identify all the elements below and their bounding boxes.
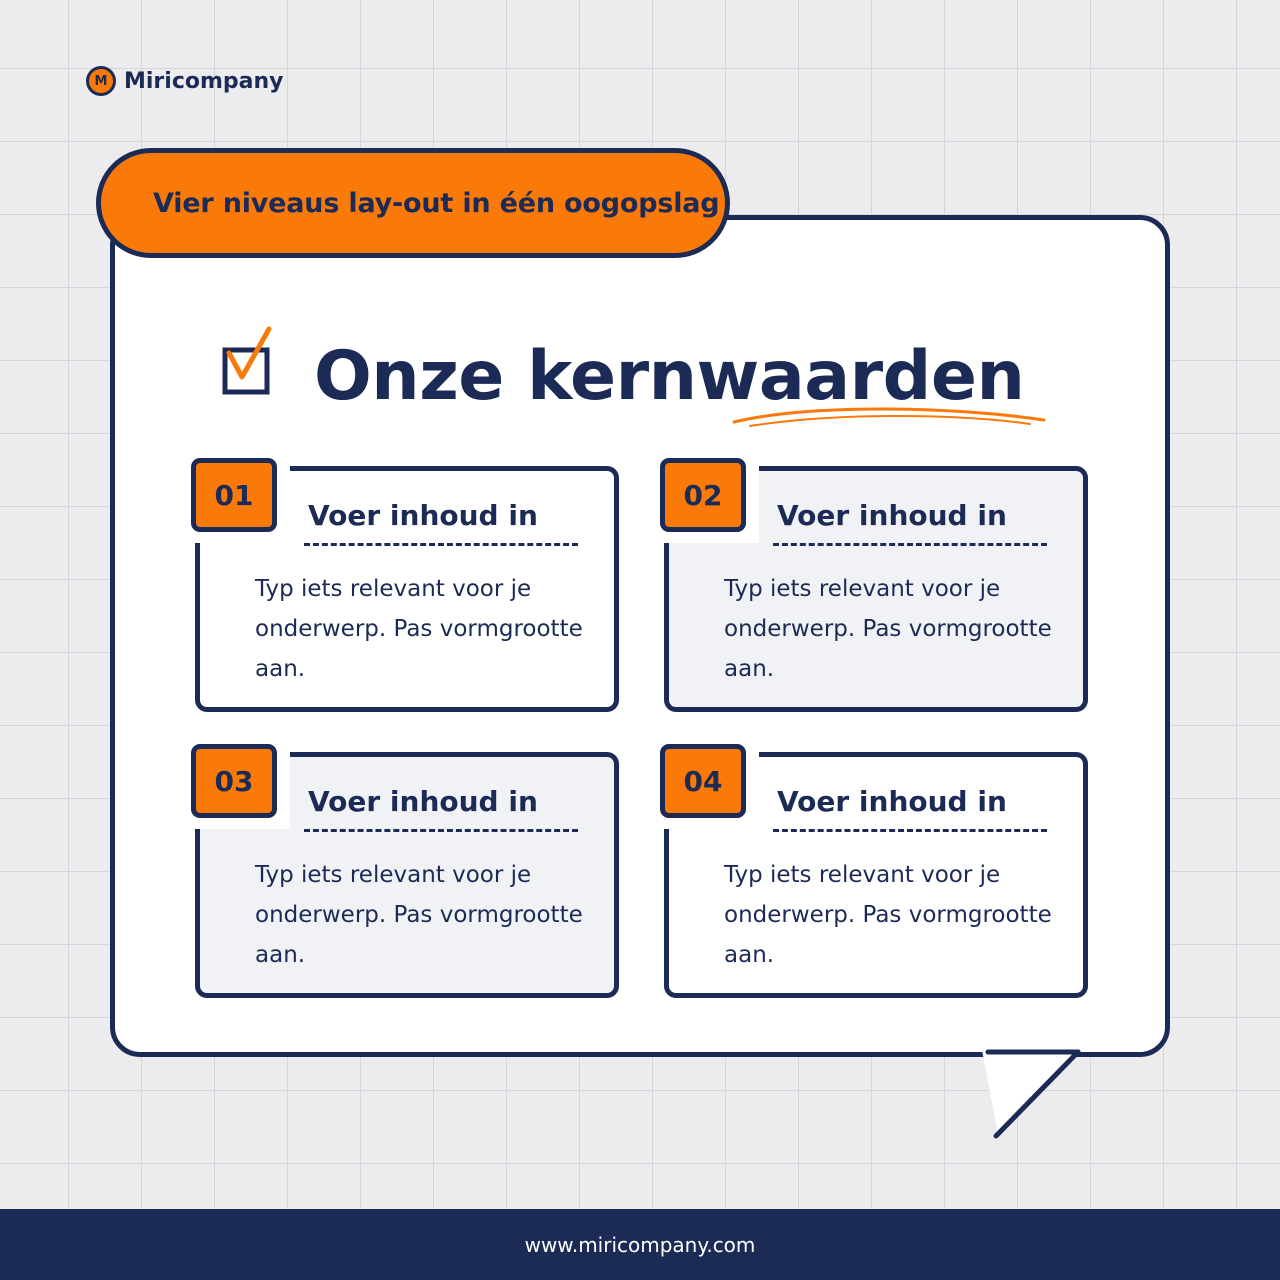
card-body: Typ iets relevant voor je onderwerp. Pas vormgrootte aan. [255,576,583,682]
card-title: Voer inhoud in [777,499,1007,532]
value-card-2 [664,466,1088,712]
card-divider [304,829,578,832]
title-underline-stroke [730,400,1050,430]
value-card-4 [664,752,1088,998]
card-number-badge: 01 [191,458,277,532]
footer-url-link[interactable]: www.miricompany.com [524,1232,756,1257]
card-body: Typ iets relevant voor je onderwerp. Pas vormgrootte aan. [724,862,1052,968]
banner-label: Vier niveaus lay-out in één oogopslag [153,187,720,219]
card-number-badge: 02 [660,458,746,532]
value-card-3 [195,752,619,998]
card-divider [773,543,1047,546]
brand-logo-icon: M [86,66,116,96]
card-divider [773,829,1047,832]
card-number-badge: 04 [660,744,746,818]
card-number-badge: 03 [191,744,277,818]
page-title: Onze kernwaarden [314,337,1025,416]
banner [96,148,730,258]
card-title: Voer inhoud in [308,785,538,818]
brand [86,66,284,96]
footer [0,1209,1280,1280]
card-body: Typ iets relevant voor je onderwerp. Pas vormgrootte aan. [255,862,583,968]
card-title: Voer inhoud in [308,499,538,532]
speech-bubble-tail [960,1030,1100,1150]
checkbox-checked-icon [220,325,280,405]
card-body: Typ iets relevant voor je onderwerp. Pas vormgrootte aan. [724,576,1052,682]
value-card-1 [195,466,619,712]
card-title: Voer inhoud in [777,785,1007,818]
brand-name: Miricompany [124,68,284,94]
card-divider [304,543,578,546]
